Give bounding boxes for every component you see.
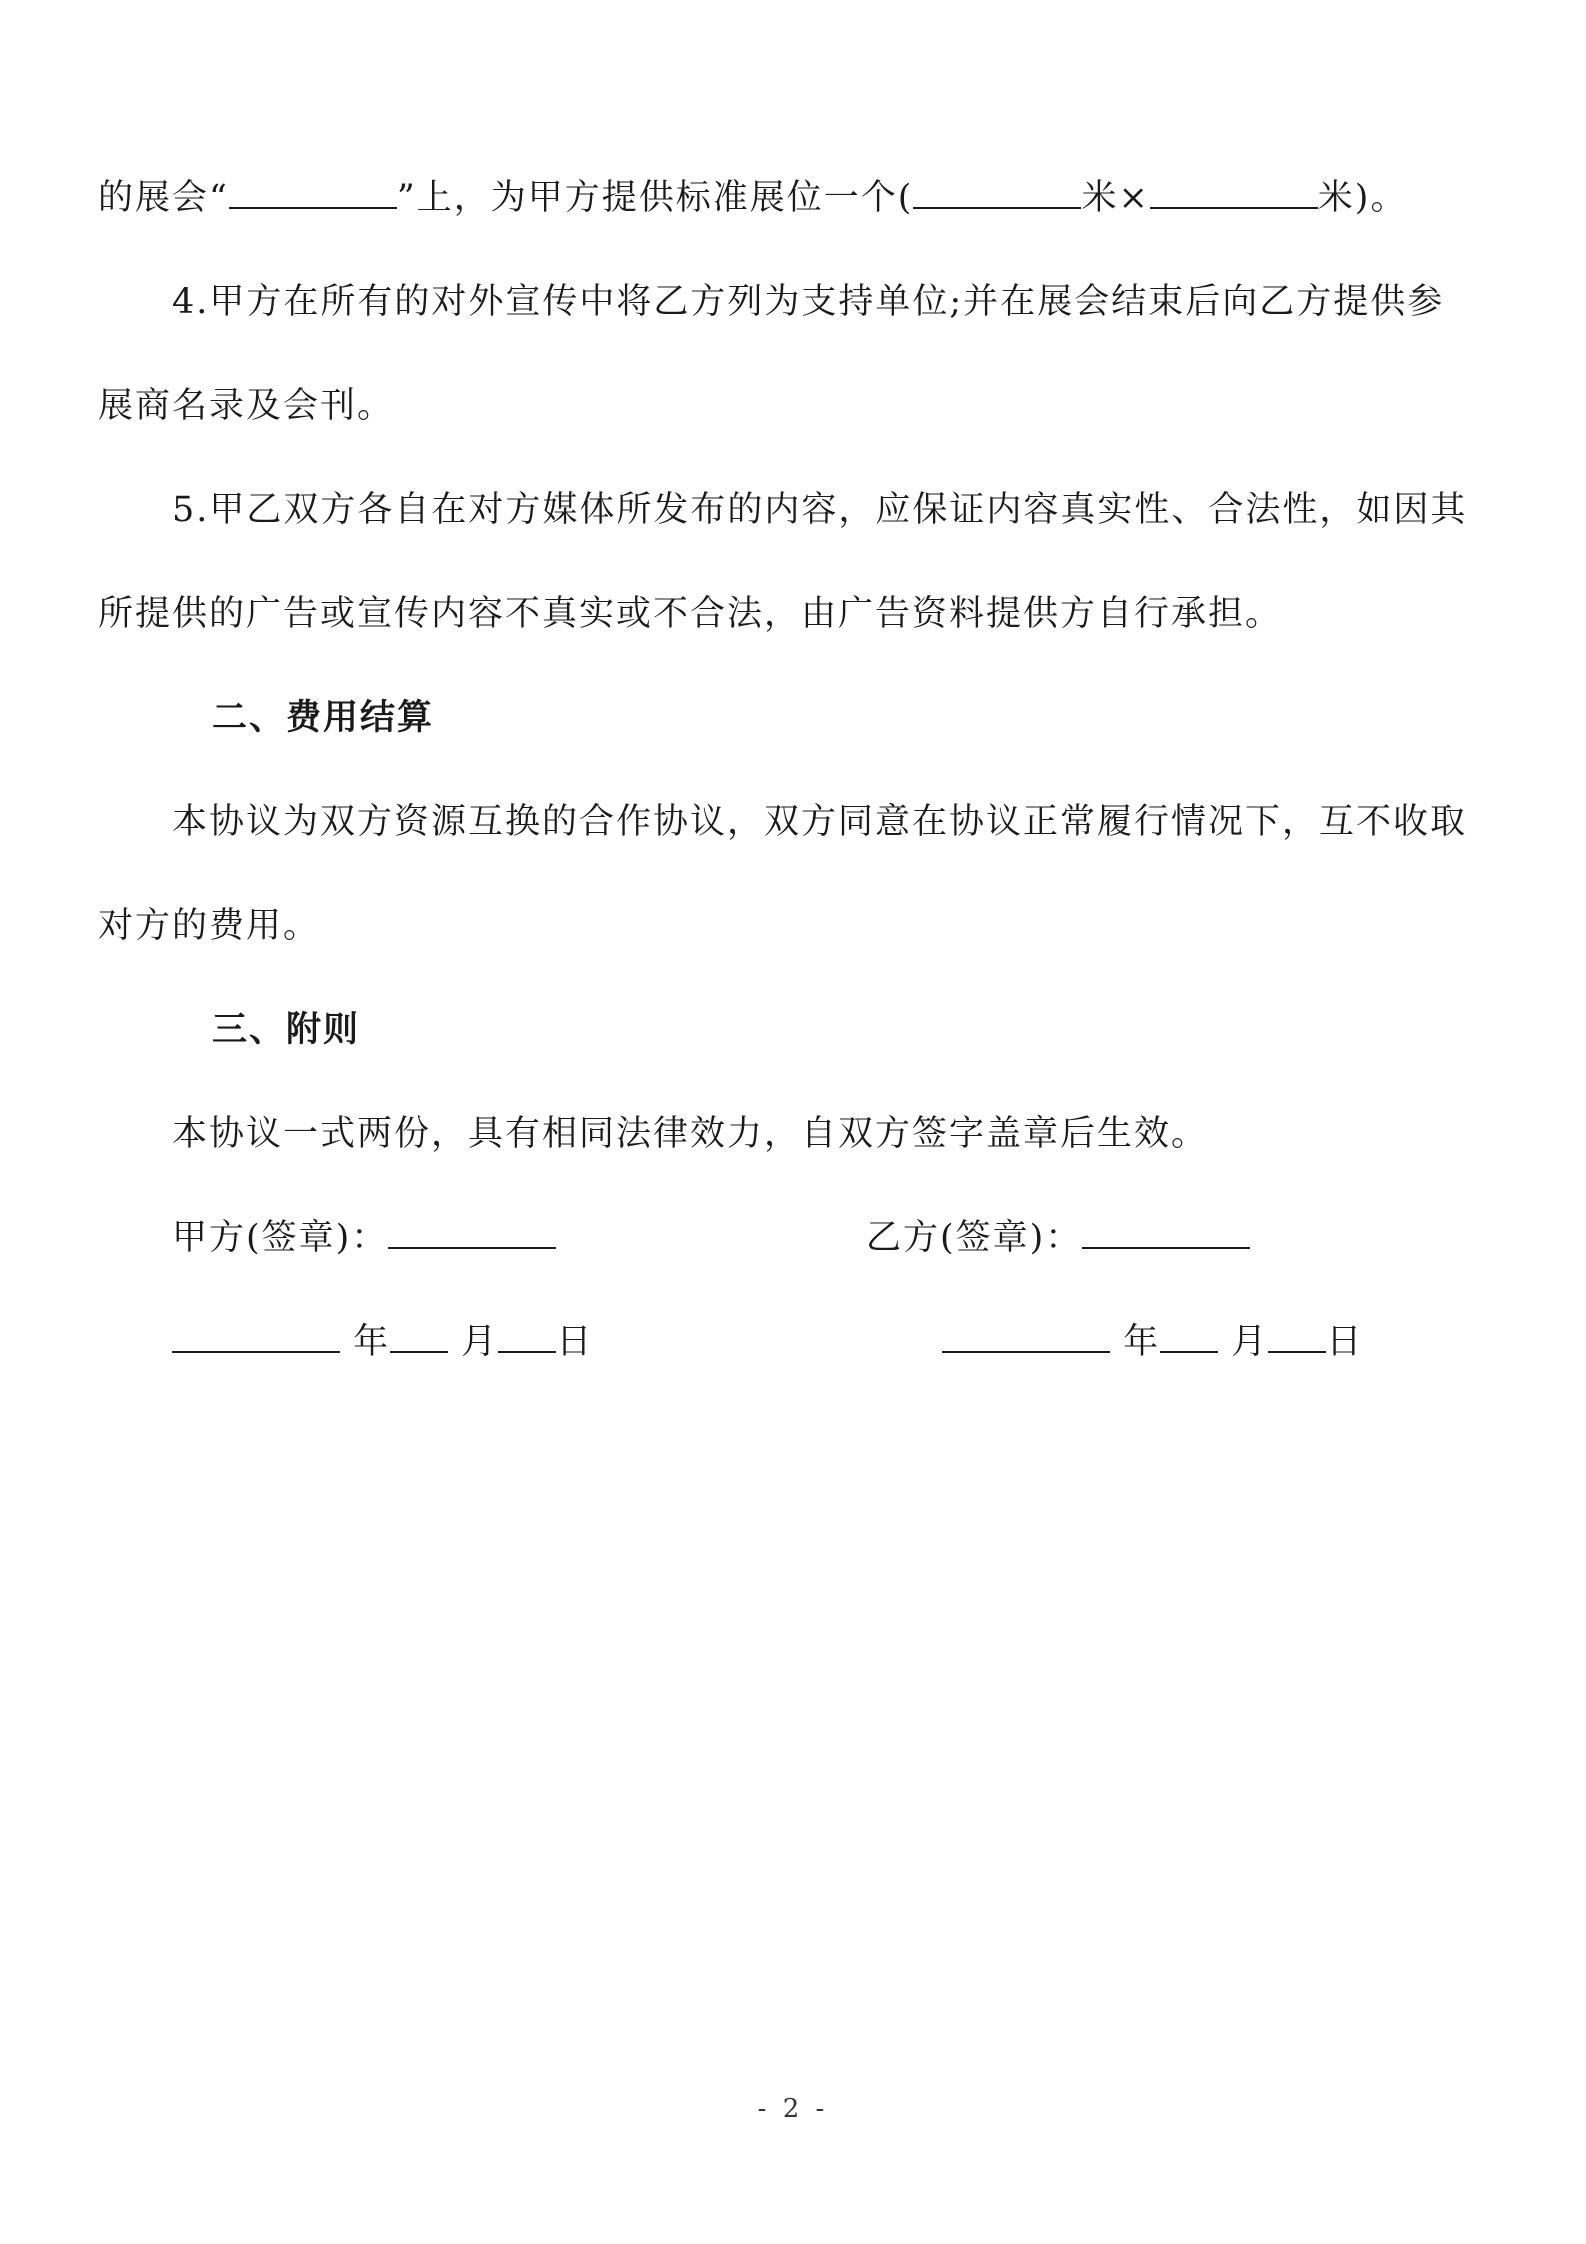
- section-2-line-1: 本协议为双方资源互换的合作协议，双方同意在协议正常履行情况下，互不收取: [172, 802, 1468, 842]
- party-a-signature: [172, 1216, 556, 1260]
- section-2-line-2: 对方的费用。: [98, 906, 321, 946]
- section-2-heading: 二、费用结算: [212, 697, 435, 738]
- exhibition-booth-line: [98, 176, 1407, 220]
- day-label: 日: [556, 1322, 594, 1362]
- party-b-year-blank[interactable]: [942, 1321, 1110, 1353]
- party-b-label: 乙方(签章)：: [866, 1218, 1083, 1258]
- text-segment: 米)。: [1317, 178, 1408, 218]
- party-b-signature: [866, 1216, 1250, 1260]
- clause-5-line-2: 所提供的广告或宣传内容不真实或不合法，由广告资料提供方自行承担。: [98, 594, 1283, 634]
- text-segment: ”上，为甲方提供标准展位一个(: [396, 178, 914, 218]
- month-label: 月: [461, 1322, 499, 1362]
- day-label: 日: [1326, 1322, 1364, 1362]
- party-a-year-blank[interactable]: [172, 1321, 340, 1353]
- party-a-month-blank[interactable]: [390, 1321, 448, 1353]
- exhibition-name-blank[interactable]: [229, 177, 397, 209]
- clause-4-line-1: 4.甲方在所有的对外宣传中将乙方列为支持单位;并在展会结束后向乙方提供参: [172, 282, 1445, 322]
- party-b-date: [942, 1320, 1363, 1364]
- party-b-day-blank[interactable]: [1268, 1321, 1326, 1353]
- party-b-signature-blank[interactable]: [1082, 1217, 1250, 1249]
- year-label: 年: [1123, 1322, 1161, 1362]
- booth-width-blank[interactable]: [913, 177, 1081, 209]
- page-number: - 2 -: [757, 2094, 829, 2124]
- party-a-label: 甲方(签章)：: [172, 1218, 389, 1258]
- party-b-month-blank[interactable]: [1160, 1321, 1218, 1353]
- section-3-heading: 三、附则: [212, 1009, 361, 1050]
- month-label: 月: [1231, 1322, 1269, 1362]
- booth-length-blank[interactable]: [1150, 177, 1318, 209]
- year-label: 年: [353, 1322, 391, 1362]
- party-a-date: [172, 1320, 593, 1364]
- section-3-line-1: 本协议一式两份，具有相同法律效力，自双方签字盖章后生效。: [172, 1114, 1209, 1154]
- party-a-day-blank[interactable]: [498, 1321, 556, 1353]
- party-a-signature-blank[interactable]: [388, 1217, 556, 1249]
- clause-5-line-1: 5.甲乙双方各自在对方媒体所发布的内容，应保证内容真实性、合法性，如因其: [172, 490, 1468, 530]
- text-segment: 的展会“: [98, 178, 229, 218]
- clause-4-line-2: 展商名录及会刊。: [98, 386, 395, 426]
- text-segment: 米×: [1081, 178, 1150, 218]
